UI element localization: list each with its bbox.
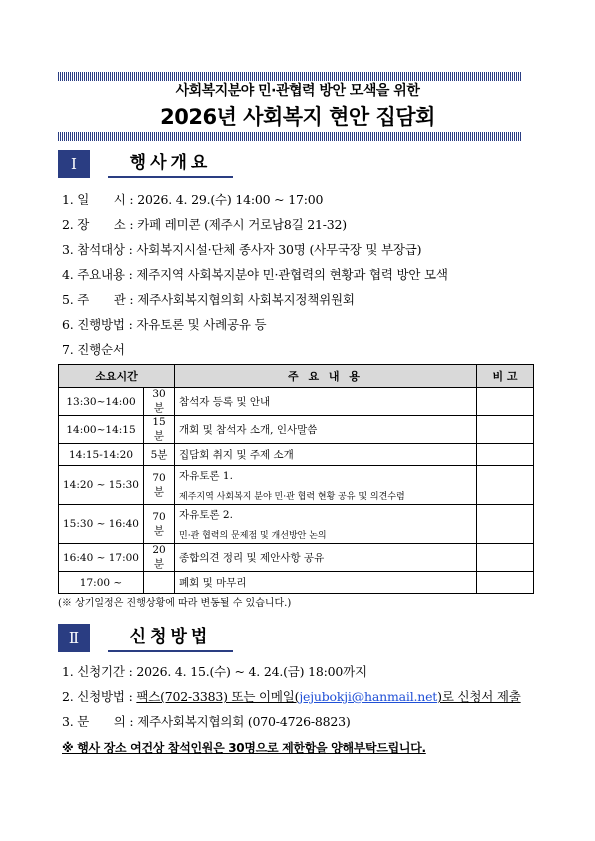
table-row	[59, 466, 534, 505]
table-row	[59, 444, 534, 466]
overview-date: 1. 일 시 : 2026. 4. 29.(수) 14:00 ~ 17:00	[62, 192, 324, 207]
row-duration: 15분	[144, 416, 175, 444]
overview-participants: 3. 참석대상 : 사회복지시설·단체 종사자 30명 (사무국장 및 부장급)	[62, 242, 422, 257]
table-row	[59, 505, 534, 544]
row-content-detail: 제주지역 사회복지 분야 민·관 협력 현황 공유 및 의견수렴	[179, 492, 405, 502]
application-contact: 3. 문 의 : 제주사회복지협의회 (070-4726-8823)	[62, 714, 351, 729]
row-time: 14:15-14:20	[59, 444, 144, 466]
row-note	[477, 416, 534, 444]
row-content	[175, 466, 477, 505]
application-method	[62, 687, 521, 705]
row-duration: 70분	[144, 505, 175, 544]
row-note	[477, 505, 534, 544]
schedule-table	[58, 364, 534, 594]
capacity-warning: ※ 행사 장소 여건상 참석인원은 30명으로 제한함을 양해부탁드립니다.	[62, 741, 426, 755]
row-content-detail: 민·관 협력의 문제점 및 개선방안 논의	[179, 531, 327, 541]
overview-host: 5. 주 관 : 제주사회복지협의회 사회복지정책위원회	[62, 292, 355, 307]
row-content: 참석자 등록 및 안내	[175, 388, 477, 416]
row-note	[477, 444, 534, 466]
row-content: 집담회 취지 및 주제 소개	[175, 444, 477, 466]
row-content	[175, 505, 477, 544]
application-method-suffix: )로 신청서 제출	[437, 689, 521, 704]
row-note	[477, 466, 534, 505]
section-number: Ⅱ	[58, 624, 90, 652]
row-content-title: 자유토론 1.	[179, 470, 233, 482]
row-time: 16:40 ~ 17:00	[59, 544, 144, 572]
row-duration: 30분	[144, 388, 175, 416]
section-heading-overview	[58, 150, 233, 178]
overview-content: 4. 주요내용 : 제주지역 사회복지분야 민·관협력의 현황과 협력 방안 모색	[62, 267, 448, 282]
overview-venue: 2. 장 소 : 카페 레미콘 (제주시 거로남8길 21-32)	[62, 217, 347, 232]
header-note: 비 고	[477, 365, 534, 388]
row-duration	[144, 572, 175, 594]
row-duration: 20분	[144, 544, 175, 572]
row-content: 폐회 및 마무리	[175, 572, 477, 594]
table-row	[59, 388, 534, 416]
section-heading-application	[58, 624, 233, 652]
application-method-prefix: 2. 신청방법 :	[62, 689, 137, 704]
header-bottom-stripe	[58, 132, 521, 141]
row-content-title: 자유토론 2.	[179, 509, 233, 521]
row-duration: 70분	[144, 466, 175, 505]
section-label: 행사개요	[108, 150, 233, 178]
header-content: 주 요 내 용	[175, 365, 477, 388]
document-title: 2026년 사회복지 현안 집담회	[160, 105, 435, 129]
schedule-footnote: (※ 상기일정은 진행상황에 따라 변동될 수 있습니다.)	[58, 598, 292, 609]
row-time: 14:00~14:15	[59, 416, 144, 444]
row-time: 13:30~14:00	[59, 388, 144, 416]
row-content: 개회 및 참석자 소개, 인사말씀	[175, 416, 477, 444]
table-row	[59, 572, 534, 594]
schedule-header-row	[59, 365, 534, 388]
overview-order: 7. 진행순서	[62, 342, 125, 357]
row-note	[477, 544, 534, 572]
header-time: 소요시간	[59, 365, 175, 388]
row-note	[477, 388, 534, 416]
overview-method: 6. 진행방법 : 자유토론 및 사례공유 등	[62, 317, 267, 332]
application-period: 1. 신청기간 : 2026. 4. 15.(수) ~ 4. 24.(금) 18:00까지	[62, 664, 367, 679]
table-row	[59, 416, 534, 444]
document-subtitle: 사회복지분야 민·관협력 방안 모색을 위한	[175, 83, 420, 99]
row-note	[477, 572, 534, 594]
row-content: 종합의견 정리 및 제안사항 공유	[175, 544, 477, 572]
application-method-fax: 팩스(702-3383) 또는 이메일(	[136, 689, 300, 704]
row-time: 17:00 ~	[59, 572, 144, 594]
section-number: Ⅰ	[58, 150, 90, 178]
section-label: 신청방법	[108, 624, 233, 652]
row-time: 14:20 ~ 15:30	[59, 466, 144, 505]
email-link[interactable]: jejubokji@hanmail.net	[299, 689, 438, 704]
row-time: 15:30 ~ 16:40	[59, 505, 144, 544]
row-duration: 5분	[144, 444, 175, 466]
table-row	[59, 544, 534, 572]
